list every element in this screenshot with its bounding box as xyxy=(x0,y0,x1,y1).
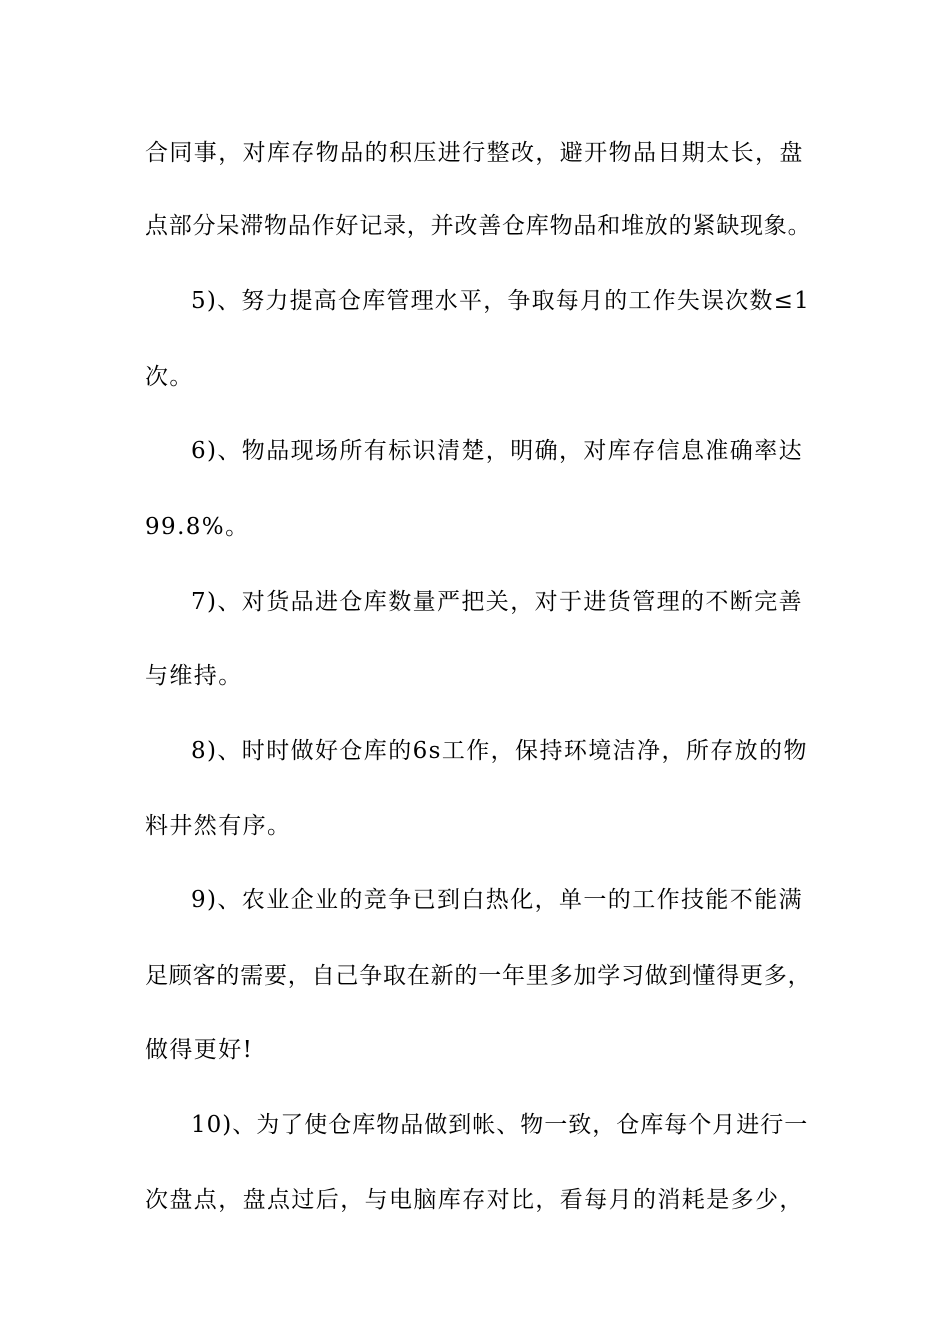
text-line: 次。 xyxy=(145,364,194,390)
text-line: 点部分呆滞物品作好记录，并改善仓库物品和堆放的紧缺现象。 xyxy=(145,213,812,239)
paragraph-8-line: 8)、时时做好仓库的6s工作，保持环境洁净，所存放的物 xyxy=(191,738,808,764)
paragraph-9-line: 9)、农业企业的竞争已到白热化，单一的工作技能不能满 xyxy=(191,887,804,913)
text-line: 次盘点，盘点过后，与电脑库存对比，看每月的消耗是多少， xyxy=(145,1187,804,1213)
paragraph-6-line: 6)、物品现场所有标识清楚，明确，对库存信息准确率达 xyxy=(191,438,804,464)
paragraph-5-line: 5)、努力提高仓库管理水平，争取每月的工作失误次数≤1 xyxy=(191,288,810,314)
text-line: 足顾客的需要，自己争取在新的一年里多加学习做到懂得更多， xyxy=(145,963,812,989)
text-line: 料井然有序。 xyxy=(145,813,292,839)
paragraph-7-line: 7)、对货品进仓库数量严把关，对于进货管理的不断完善 xyxy=(191,589,804,615)
text-line: 做得更好! xyxy=(145,1037,254,1063)
text-line: 合同事，对库存物品的积压进行整改，避开物品日期太长，盘 xyxy=(145,140,804,166)
text-line: 与维持。 xyxy=(145,663,243,689)
text-line: 99.8%。 xyxy=(145,514,250,540)
paragraph-10-line: 10)、为了使仓库物品做到帐、物一致，仓库每个月进行一 xyxy=(191,1112,809,1138)
